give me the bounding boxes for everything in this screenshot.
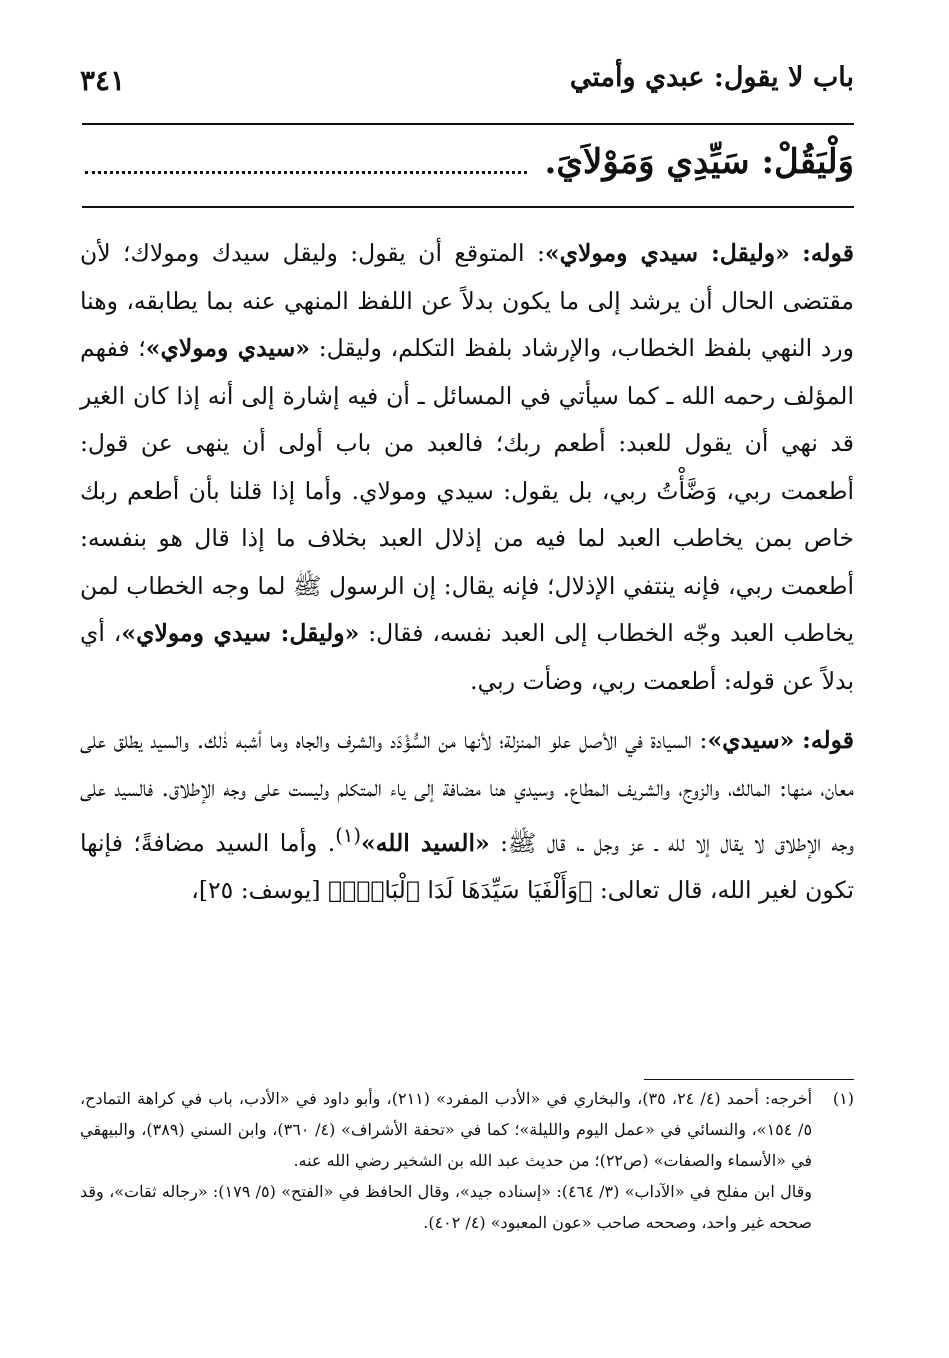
paragraph-text: . وأما السيد مضافةً؛ فإنها تكون لغير الله، قال تعالى: [80,828,854,905]
section-rule [82,206,854,208]
paragraph-text: ؛ ففهم المؤلف رحمه الله ـ كما سيأتي في المسائل ـ أن فيه إشارة إلى أنه إذا كان الغير قد نهي أن يقول للعبد: أطعم ربك؛ فالعبد من باب أولى أن ينهى عن قول: أطعمت ربي، وَضَّأْتُ ربي، بل يقول: سيدي ومولاي. وأما إذا قلنا بأن أطعم ربك خاص بمن يخاطب العبد لما فيه من إذلال العبد بخلاف ما إذا قال هو بنفسه: أطعمت ربي، فإنه ينتفي الإذلال؛ فإنه يقال: إن الرسول ﷺ لما وجه الخطاب لمن يخاطب العبد وجّه الخطاب إلى العبد نفسه، فقال: [80,334,854,647]
footnotes [80,1083,854,1238]
footnote-reference: (١) [335,824,362,847]
hadith-excerpt [85,132,854,192]
quoted-phrase: «سيدي ومولاي» [145,334,310,362]
footnote-text [80,1083,812,1238]
paragraph-text: : السيادة في الأصل علو المنزلة؛ لأنها من السُّؤْدَد والشرف والجاه وما أشبه ذٰلك. والسيد يطلق على معان، منها: المالك، والزوج، والشريف المطاع. وسيدي هنا مضافة إلى ياء المتكلم وليست على وجه الإطلاق. فالسيد على وجه الإطلاق لا يقال إلا لله ـ عز وجل ـ، قال ﷺ: [80,726,854,857]
footnote-paragraph: وقال ابن مفلح في «الآداب» (٣/ ٤٦٤): «إسناده جيد»، وقال الحافظ في «الفتح» (٥/ ١٧٩): «رجاله ثقات»، وقد صححه غير واحد، وصححه صاحب «عون المعبود» (٤/ ٤٠٢). [80,1182,812,1232]
quran-verse: ﴿وَأَلْفَيَا سَيِّدَهَا لَدَا ٱلْبَابِۚ﴾ [328,876,593,905]
quoted-phrase: «سيدي» [707,726,795,754]
dotted-leader [85,171,527,174]
page-number: ٣٤١ [80,64,126,97]
hadith-text: وَلْيَقُلْ: سَيِّدِي وَمَوْلاَيَ. [544,142,854,182]
chapter-title: باب لا يقول: عبدي وأمتي [569,62,854,93]
commentary-paragraph [80,717,854,915]
commentary-paragraph [80,230,854,705]
header-rule [82,123,854,125]
paragraph-text: : المتوقع أن يقول: وليقل سيدك ومولاك؛ لأن مقتضى الحال أن يرشد إلى ما يكون بدلاً عن اللفظ المنهي عنه بما يطابقه، وهنا ورد النهي بلفظ الخطاب، والإرشاد بلفظ التكلم، وليقل: [80,239,854,362]
footnote-number: (١) [832,1089,854,1108]
paragraph-lead: قوله: [802,726,854,754]
paragraph-lead: قوله: [802,239,854,267]
footnote-paragraph: أخرجه: أحمد (٤/ ٢٤، ٣٥)، والبخاري في «الأدب المفرد» (٢١١)، وأبو داود في «الأدب، باب في كراهة التمادح، ٥/ ١٥٤»، والنسائي في «عمل اليوم والليلة»؛ كما في «تحفة الأشراف» (٤/ ٣٦٠)، وابن السني (٣٨٩)، والبيهقي في «الأسماء والصفات» (ص٢٢)؛ من حديث عبد الله بن الشخير رضي الله عنه. [80,1089,813,1170]
commentary-body [80,230,854,927]
footnote-item [80,1083,854,1238]
verse-citation: [يوسف: ٢٥]، [191,876,321,905]
quoted-phrase: «وليقل: سيدي ومولاي» [121,619,360,647]
footnote-separator [644,1079,854,1080]
paragraph-text: ، أي بدلاً عن قوله: أطعمت ربي، وضأت ربي. [80,619,854,695]
quoted-phrase: «وليقل: سيدي ومولاي» [544,239,790,267]
quoted-phrase: «السيد الله» [361,828,490,857]
